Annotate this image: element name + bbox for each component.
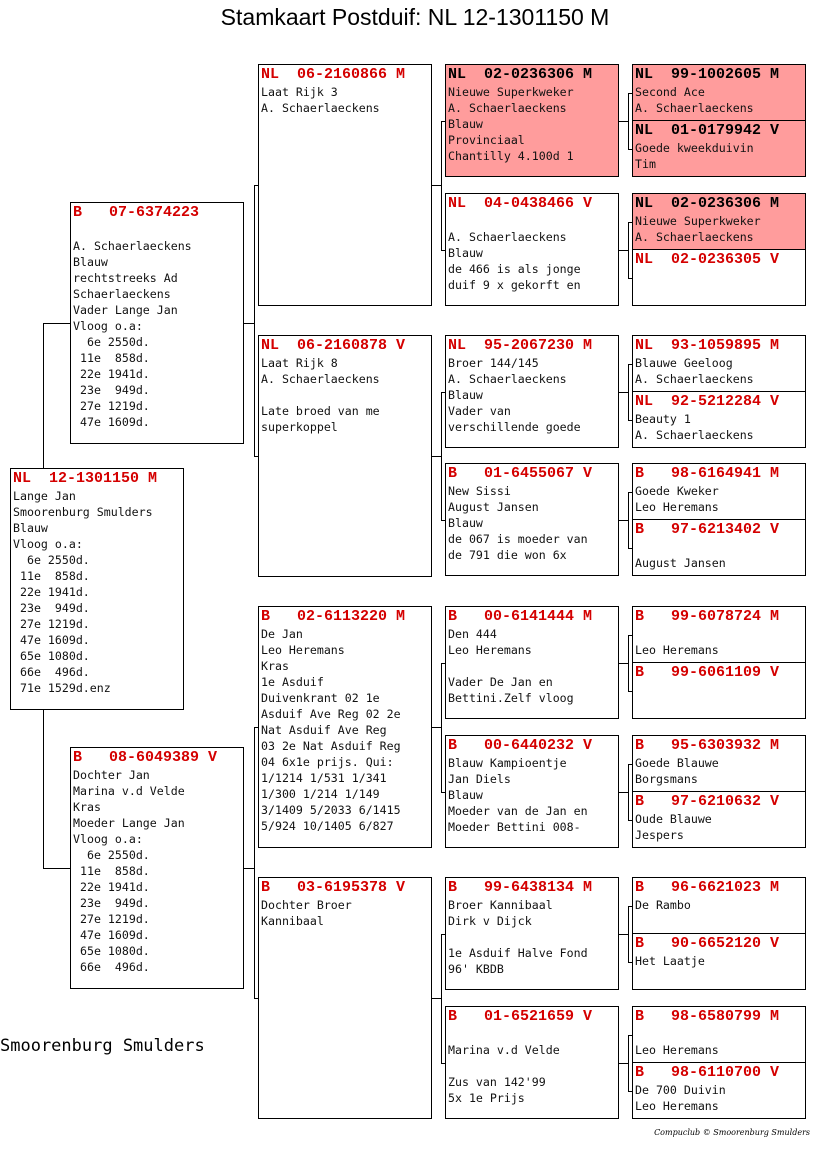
pigeon-info-line (635, 1026, 803, 1042)
pigeon-card-g5-5[interactable] (632, 335, 806, 392)
pigeon-info-line: De 700 Duivin (635, 1083, 726, 1097)
ring-number: NL 12-1301150 M (13, 470, 158, 487)
pigeon-info-line: 11e 858d. (73, 864, 150, 878)
pigeon-info-line: A. Schaerlaeckens (73, 239, 192, 253)
pigeon-info-line: 04 6x1e prijs. Qui: (261, 755, 394, 769)
pigeon-info-line: Asduif Ave Reg 02 2e (261, 707, 401, 721)
pigeon-info-line: 1e Asduif Halve Fond (448, 946, 588, 960)
connector-line (432, 727, 442, 728)
pigeon-info-line: Blauw (448, 388, 483, 402)
pigeon-info-line (635, 626, 803, 642)
pigeon-card-g5-1[interactable] (632, 64, 806, 121)
ring-number: NL 92-5212284 V (635, 393, 780, 410)
pigeon-card-g4-3[interactable] (445, 335, 619, 448)
pigeon-card-g4-7[interactable] (445, 877, 619, 990)
ring-number: NL 06-2160878 V (261, 337, 406, 354)
pigeon-card-g5-14[interactable] (632, 933, 806, 990)
pigeon-info-line: Blauw (13, 521, 48, 535)
pigeon-info-line: 6e 2550d. (73, 848, 150, 862)
pigeon-card-g5-2[interactable] (632, 120, 806, 177)
pigeon-info-line: Blauwe Geeloog (635, 356, 733, 370)
connector-line (619, 1063, 629, 1064)
pigeon-info-line: duif 9 x gekorft en (448, 278, 581, 292)
pigeon-info-line: 96' KBDB (448, 962, 504, 976)
pigeon-card-g4-6[interactable] (445, 735, 619, 848)
connector-line (619, 392, 629, 393)
ring-number: NL 95-2067230 M (448, 337, 593, 354)
pigeon-info-line: A. Schaerlaeckens (448, 230, 567, 244)
pigeon-info-line: Leo Heremans (635, 1043, 719, 1057)
pigeon-info-line: Kannibaal (261, 914, 324, 928)
ring-number: B 02-6113220 M (261, 608, 406, 625)
pigeon-card-g3-2[interactable] (258, 335, 432, 577)
pigeon-info-line: 1e Asduif (261, 675, 324, 689)
pigeon-info-line: Moeder Lange Jan (73, 816, 185, 830)
pigeon-info-line: Goede Blauwe (635, 756, 719, 770)
pigeon-info-line: 5x 1e Prijs (448, 1091, 525, 1105)
ring-number: B 95-6303932 M (635, 737, 780, 754)
pigeon-info-line: August Jansen (448, 500, 539, 514)
pigeon-card-g5-9[interactable] (632, 606, 806, 663)
pigeon-info-line: Second Ace (635, 85, 705, 99)
pigeon-info-line: 23e 949d. (73, 383, 150, 397)
connector-line (432, 456, 442, 457)
pigeon-info-line: Blauw Kampioentje (448, 756, 567, 770)
connector-line (254, 185, 255, 456)
pigeon-info-line: Blauw (448, 246, 483, 260)
pigeon-info-line: 47e 1609d. (73, 928, 150, 942)
ring-number: B 01-6521659 V (448, 1008, 593, 1025)
pigeon-info-line: de 466 is als jonge (448, 262, 581, 276)
pigeon-info-line: Moeder Bettini 008- (448, 820, 581, 834)
pigeon-info-line: Zus van 142'99 (448, 1075, 546, 1089)
ring-number: B 00-6440232 V (448, 737, 593, 754)
connector-line (619, 520, 629, 521)
pigeon-info-line: Dochter Jan (73, 768, 150, 782)
pigeon-info-line: De Jan (261, 627, 303, 641)
connector-line (619, 121, 629, 122)
connector-line (619, 792, 629, 793)
pigeon-info-line: Kras (73, 800, 101, 814)
pigeon-info-line: A. Schaerlaeckens (635, 101, 754, 115)
pigeon-info-line: 11e 858d. (13, 569, 90, 583)
ring-number: NL 02-0236305 V (635, 251, 780, 268)
pigeon-info-line: 22e 1941d. (73, 880, 150, 894)
connector-line (244, 868, 255, 869)
pigeon-info-line (448, 213, 616, 229)
pigeon-info-line: Oude Blauwe (635, 812, 712, 826)
pigeon-info-line: A. Schaerlaeckens (635, 230, 754, 244)
connector-line (254, 727, 255, 998)
pigeon-card-subject[interactable] (10, 468, 184, 710)
pigeon-card-g4-5[interactable] (445, 606, 619, 719)
pigeon-info-line: Goede Kweker (635, 484, 719, 498)
pigeon-info-line: Het Laatje (635, 954, 705, 968)
pigeon-info-line: superkoppel (261, 420, 338, 434)
ring-number: NL 99-1002605 M (635, 66, 780, 83)
ring-number: NL 02-0236306 M (635, 195, 780, 212)
pigeon-card-g3-1[interactable] (258, 64, 432, 306)
pigeon-info-line: Jan Diels (448, 772, 511, 786)
ring-number: NL 01-0179942 V (635, 122, 780, 139)
pigeon-info-line: 27e 1219d. (73, 399, 150, 413)
pigeon-card-dam[interactable] (70, 747, 244, 989)
pigeon-info-line: de 067 is moeder van (448, 532, 588, 546)
page-title: Stamkaart Postduif: NL 12-1301150 M (220, 4, 610, 30)
connector-line (432, 998, 442, 999)
ring-number: NL 06-2160866 M (261, 66, 406, 83)
pigeon-info-line: Blauw (448, 788, 483, 802)
pigeon-info-line: 66e 496d. (73, 960, 150, 974)
connector-line (619, 934, 629, 935)
pigeon-card-g5-15[interactable] (632, 1006, 806, 1063)
connector-line (619, 663, 629, 664)
pigeon-card-g4-2[interactable] (445, 193, 619, 306)
pigeon-card-g5-13[interactable] (632, 877, 806, 934)
pigeon-card-g5-11[interactable] (632, 735, 806, 792)
pigeon-info-line: Leo Heremans (635, 1099, 719, 1113)
pigeon-info-line: Vader van (448, 404, 511, 418)
pigeon-card-g5-8[interactable] (632, 519, 806, 576)
pigeon-info-line: Lange Jan (13, 489, 76, 503)
pigeon-card-g5-7[interactable] (632, 463, 806, 520)
pigeon-info-line: Vader De Jan en (448, 675, 553, 689)
pigeon-info-line: 71e 1529d.enz (13, 681, 111, 695)
pigeon-info-line: de 791 die won 6x (448, 548, 567, 562)
pigeon-info-line: 6e 2550d. (13, 553, 90, 567)
pigeon-info-line: Marina v.d Velde (73, 784, 185, 798)
ring-number: B 99-6061109 V (635, 664, 780, 681)
pigeon-card-g4-8[interactable] (445, 1006, 619, 1119)
pigeon-info-line (448, 658, 616, 674)
pigeon-info-line: Chantilly 4.100d 1 (448, 149, 574, 163)
ring-number: NL 93-1059895 M (635, 337, 780, 354)
ring-number: B 90-6652120 V (635, 935, 780, 952)
ring-number: B 97-6213402 V (635, 521, 780, 538)
pigeon-info-line (448, 1026, 616, 1042)
pigeon-info-line: Nieuwe Superkweker (635, 214, 761, 228)
pigeon-info-line: A. Schaerlaeckens (635, 428, 754, 442)
pigeon-info-line: Blauw (448, 117, 483, 131)
pigeon-card-g5-3[interactable] (632, 193, 806, 250)
pigeon-info-line: Vloog o.a: (73, 319, 143, 333)
pigeon-info-line: Vloog o.a: (73, 832, 143, 846)
owner-name: Smoorenburg Smulders (0, 1036, 205, 1056)
pigeon-card-g5-10[interactable] (632, 662, 806, 719)
ring-number: B 98-6164941 M (635, 465, 780, 482)
pigeon-info-line: 23e 949d. (13, 601, 90, 615)
pigeon-info-line: Blauw (73, 255, 108, 269)
pigeon-info-line: Leo Heremans (261, 643, 345, 657)
pigeon-info-line (448, 929, 616, 945)
pigeon-info-line: 1/1214 1/531 1/341 (261, 771, 387, 785)
pigeon-info-line: 23e 949d. (73, 896, 150, 910)
pigeon-info-line: Laat Rijk 3 (261, 85, 338, 99)
pigeon-info-line: Nieuwe Superkweker (448, 85, 574, 99)
connector-line (244, 323, 255, 324)
pigeon-info-line: 3/1409 5/2033 6/1415 (261, 803, 401, 817)
ring-number: B 97-6210632 V (635, 793, 780, 810)
pigeon-card-sire[interactable] (70, 202, 244, 444)
pigeon-info-line: Jespers (635, 828, 684, 842)
pigeon-info-line (448, 1058, 616, 1074)
pigeon-info-line: A. Schaerlaeckens (448, 372, 567, 386)
pigeon-info-line: 11e 858d. (73, 351, 150, 365)
ring-number: B 99-6438134 M (448, 879, 593, 896)
pigeon-card-g5-16[interactable] (632, 1062, 806, 1119)
pigeon-info-line: 27e 1219d. (13, 617, 90, 631)
pigeon-info-line: Bettini.Zelf vloog (448, 691, 574, 705)
pigeon-info-line: 65e 1080d. (73, 944, 150, 958)
ring-number: B 98-6110700 V (635, 1064, 780, 1081)
pigeon-info-line: Moeder van de Jan en (448, 804, 588, 818)
pigeon-card-g5-6[interactable] (632, 391, 806, 448)
pigeon-info-line: 1/300 1/214 1/149 (261, 787, 380, 801)
pigeon-info-line: A. Schaerlaeckens (635, 372, 754, 386)
pigeon-card-g3-3[interactable] (258, 606, 432, 848)
pigeon-info-line: Leo Heremans (448, 643, 532, 657)
pigeon-info-line: Leo Heremans (635, 643, 719, 657)
pigeon-card-g5-12[interactable] (632, 791, 806, 848)
pigeon-card-g5-4[interactable] (632, 249, 806, 306)
pigeon-info-line: 66e 496d. (13, 665, 90, 679)
pigeon-card-g4-4[interactable] (445, 463, 619, 576)
connector-line (43, 868, 70, 869)
pigeon-info-line: rechtstreeks Ad (73, 271, 178, 285)
pigeon-card-g4-1[interactable] (445, 64, 619, 177)
credit-line: Compuclub © Smoorenburg Smulders (654, 1128, 810, 1137)
pigeon-info-line: August Jansen (635, 556, 726, 570)
pigeon-info-line: Smoorenburg Smulders (13, 505, 153, 519)
pigeon-info-line: Kras (261, 659, 289, 673)
pigeon-info-line: Beauty 1 (635, 412, 691, 426)
pigeon-info-line: De Rambo (635, 898, 691, 912)
ring-number: B 08-6049389 V (73, 749, 218, 766)
pigeon-info-line: Vader Lange Jan (73, 303, 178, 317)
pigeon-info-line: Laat Rijk 8 (261, 356, 338, 370)
pigeon-info-line: A. Schaerlaeckens (261, 372, 380, 386)
pigeon-info-line: Broer Kannibaal (448, 898, 553, 912)
connector-line (43, 323, 70, 324)
pigeon-info-line: Dochter Broer (261, 898, 352, 912)
pigeon-info-line: 47e 1609d. (13, 633, 90, 647)
pigeon-info-line: 03 2e Nat Asduif Reg (261, 739, 401, 753)
pigeon-info-line: Goede kweekduivin (635, 141, 754, 155)
pigeon-info-line: Schaerlaeckens (73, 287, 171, 301)
pigeon-info-line: Dirk v Dijck (448, 914, 532, 928)
pigeon-info-line: 5/924 10/1405 6/827 (261, 819, 394, 833)
pigeon-info-line: A. Schaerlaeckens (448, 101, 567, 115)
ring-number: B 99-6078724 M (635, 608, 780, 625)
pigeon-info-line: Duivenkrant 02 1e (261, 691, 380, 705)
pigeon-info-line: 27e 1219d. (73, 912, 150, 926)
pigeon-info-line: Provinciaal (448, 133, 525, 147)
pigeon-info-line: New Sissi (448, 484, 511, 498)
connector-line (432, 185, 442, 186)
ring-number: B 96-6621023 M (635, 879, 780, 896)
pigeon-info-line: Marina v.d Velde (448, 1043, 560, 1057)
ring-number: NL 04-0438466 V (448, 195, 593, 212)
connector-line (619, 250, 629, 251)
pigeon-info-line: Nat Asduif Ave Reg (261, 723, 387, 737)
ring-number: B 00-6141444 M (448, 608, 593, 625)
pigeon-info-line: Broer 144/145 (448, 356, 539, 370)
ring-number: B 98-6580799 M (635, 1008, 780, 1025)
pigeon-card-g3-4[interactable] (258, 877, 432, 1119)
pigeon-info-line (635, 539, 803, 555)
pigeon-info-line: Vloog o.a: (13, 537, 83, 551)
pigeon-info-line (73, 222, 241, 238)
pigeon-info-line: Den 444 (448, 627, 497, 641)
pigeon-info-line: Late broed van me (261, 404, 380, 418)
pigeon-info-line (261, 387, 429, 403)
ring-number: B 03-6195378 V (261, 879, 406, 896)
pigeon-info-line: verschillende goede (448, 420, 581, 434)
pigeon-info-line: Borgsmans (635, 772, 698, 786)
ring-number: B 07-6374223 (73, 204, 200, 221)
pigeon-info-line: Leo Heremans (635, 500, 719, 514)
pigeon-info-line: Blauw (448, 516, 483, 530)
ring-number: B 01-6455067 V (448, 465, 593, 482)
pigeon-info-line: 6e 2550d. (73, 335, 150, 349)
pigeon-info-line: Tim (635, 157, 656, 171)
ring-number: NL 02-0236306 M (448, 66, 593, 83)
pigeon-info-line: 22e 1941d. (73, 367, 150, 381)
pigeon-info-line: 22e 1941d. (13, 585, 90, 599)
pigeon-info-line: 47e 1609d. (73, 415, 150, 429)
pigeon-info-line: A. Schaerlaeckens (261, 101, 380, 115)
pigeon-info-line: 65e 1080d. (13, 649, 90, 663)
